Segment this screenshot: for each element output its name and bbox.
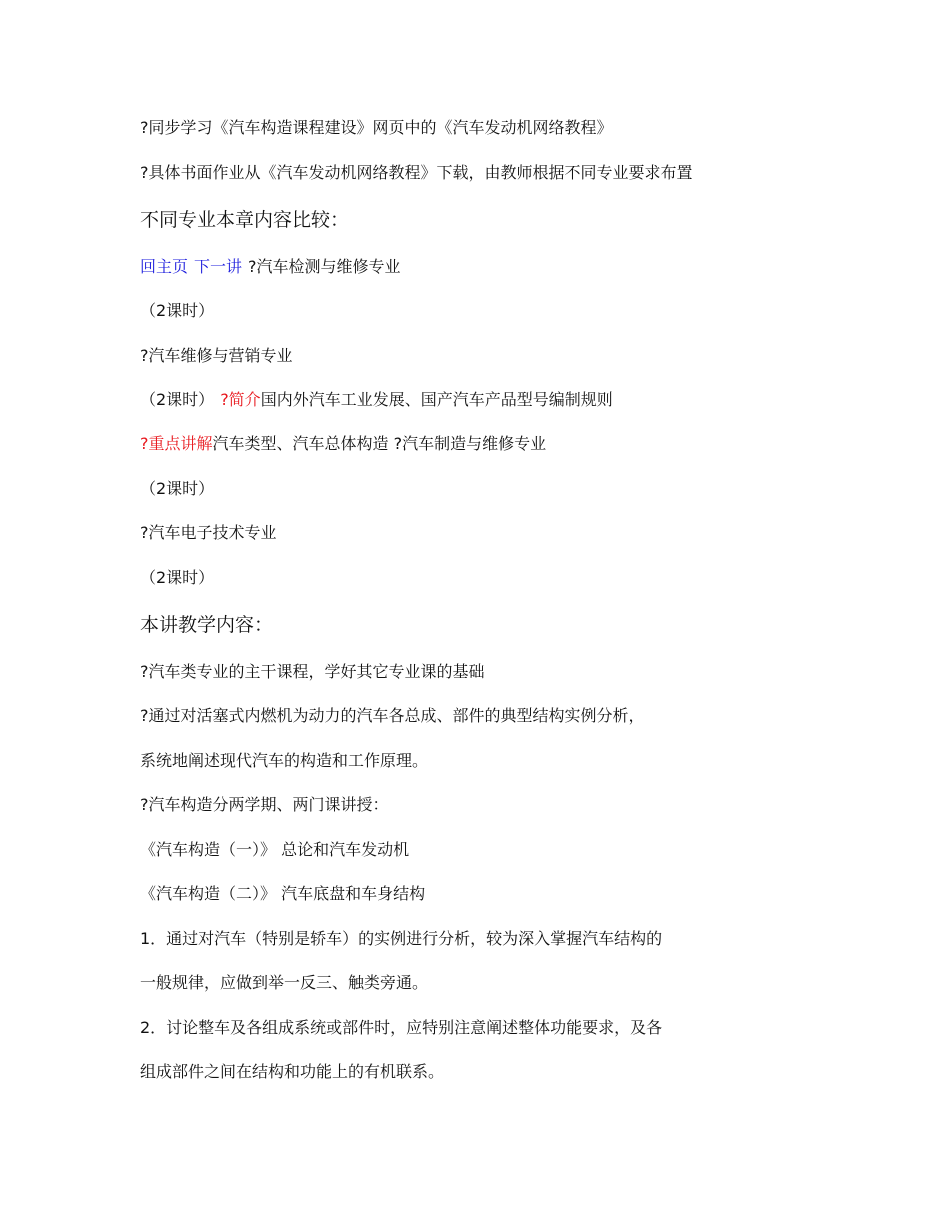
text-fragment: （2课时）: [140, 390, 215, 409]
text-line: ?汽车类专业的主干课程，学好其它专业课的基础: [140, 662, 485, 681]
text-line: 2．讨论整车及各组成系统或部件时，应特别注意阐述整体功能要求，及各: [140, 1018, 663, 1037]
home-link[interactable]: 回主页: [140, 257, 189, 276]
text-line: 组成部件之间在结构和功能上的有机联系。: [140, 1062, 445, 1081]
text-line: ?汽车电子技术专业: [140, 523, 277, 542]
text-fragment: ?汽车检测与维修专业: [248, 257, 401, 276]
text-line: 《汽车构造（一）》 总论和汽车发动机: [140, 840, 410, 859]
text-line: 1．通过对汽车（特别是轿车）的实例进行分析，较为深入掌握汽车结构的: [140, 929, 663, 948]
text-fragment: 汽车类型、汽车总体构造 ?汽车制造与维修专业: [212, 434, 547, 453]
text-line: [140, 434, 546, 454]
section-heading: 不同专业本章内容比较：: [140, 209, 350, 231]
text-line: （2课时）: [140, 301, 215, 320]
text-line: （2课时）: [140, 568, 215, 587]
section-heading: 本讲教学内容：: [140, 614, 274, 636]
next-lecture-link[interactable]: 下一讲: [194, 257, 243, 276]
text-line: （2课时）: [140, 479, 215, 498]
text-line: 《汽车构造（二）》 汽车底盘和车身结构: [140, 884, 426, 903]
text-line: 系统地阐述现代汽车的构造和工作原理。: [140, 751, 429, 770]
text-line: ?具体书面作业从《汽车发动机网络教程》下载，由教师根据不同专业要求布置: [140, 163, 693, 182]
text-fragment: 国内外汽车工业发展、国产汽车产品型号编制规则: [260, 390, 613, 409]
text-line: ?同步学习《汽车构造课程建设》网页中的《汽车发动机网络教程》: [140, 118, 613, 137]
text-line: ?汽车维修与营销专业: [140, 346, 293, 365]
highlight-text: ?重点讲解: [140, 434, 213, 453]
text-line: 一般规律，应做到举一反三、触类旁通。: [140, 973, 429, 992]
nav-line: [140, 257, 401, 277]
highlight-text: ?简介: [220, 390, 261, 409]
text-line: ?通过对活塞式内燃机为动力的汽车各总成、部件的典型结构实例分析，: [140, 706, 645, 725]
text-line: [140, 390, 613, 410]
text-line: ?汽车构造分两学期、两门课讲授：: [140, 795, 389, 814]
